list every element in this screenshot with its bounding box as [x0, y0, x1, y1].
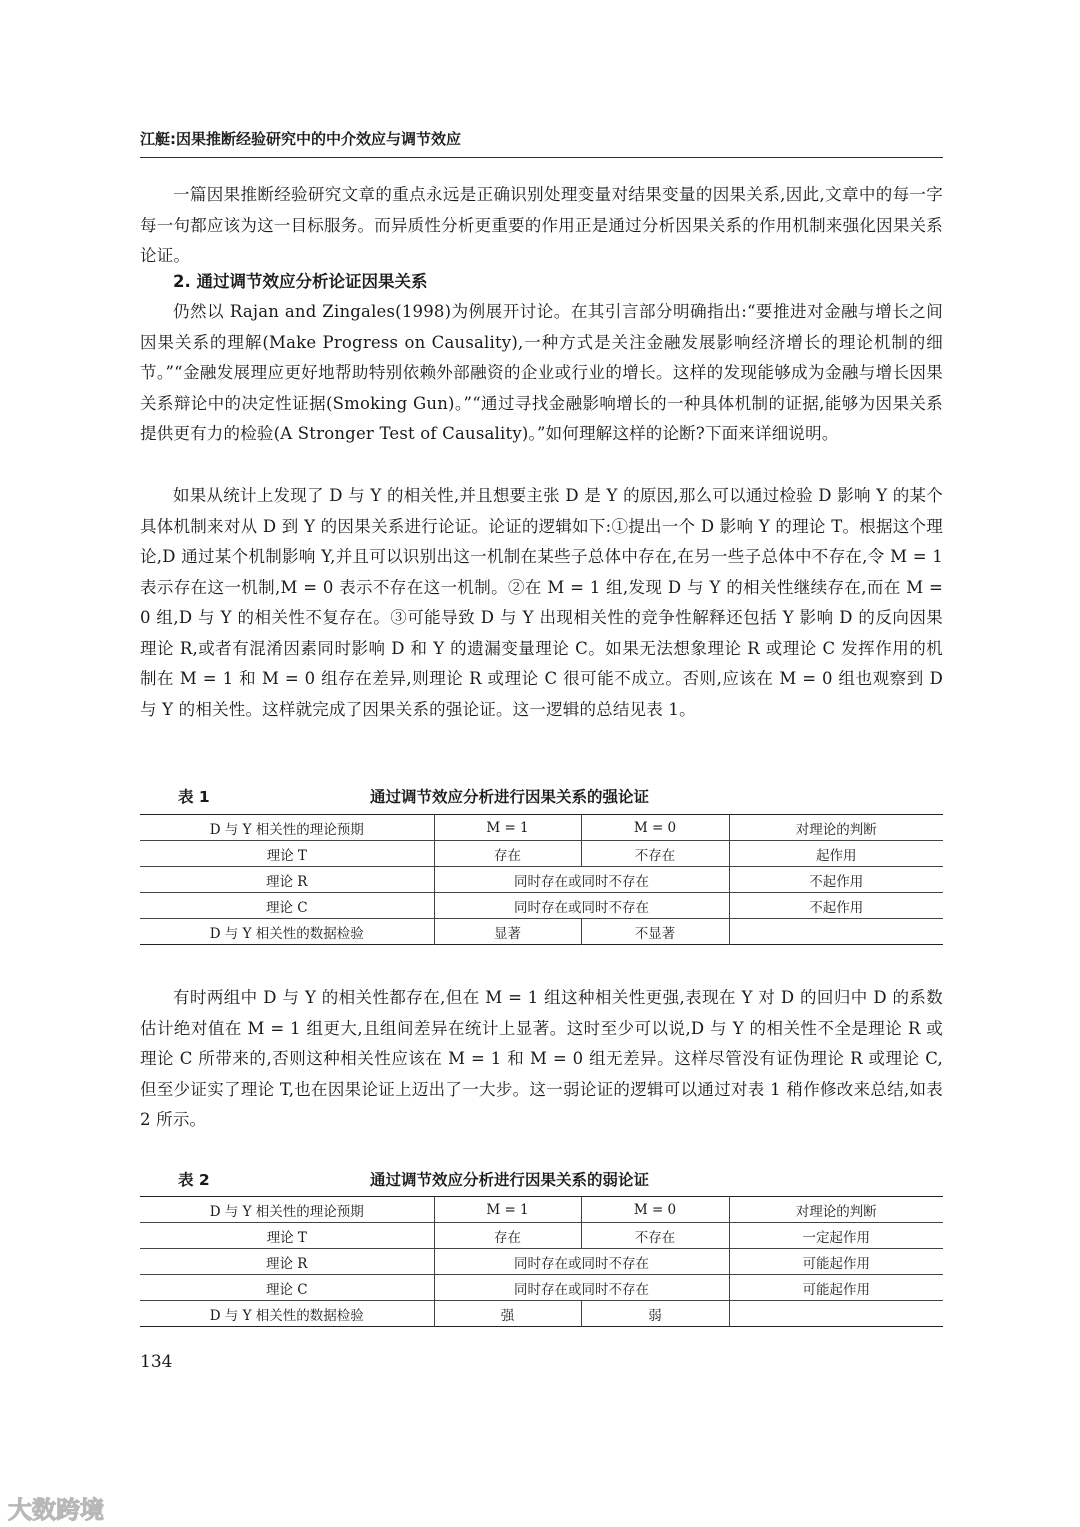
watermark-logo: 大数跨境	[8, 1496, 104, 1524]
table-cell: 同时存在或同时不存在	[434, 1249, 729, 1275]
table-cell: 一定起作用	[729, 1223, 943, 1249]
paragraph-4: 有时两组中 D 与 Y 的相关性都存在,但在 M = 1 组这种相关性更强,表现在 Y 对 D 的回归中 D 的系数估计绝对值在 M = 1 组更大,且组间差异在统计上显著。这时至少可以说,D 与 Y 的相关性不全是理论 R 或理论 C 所带来的,否则这种相关性应该在 M = 1 和 M = 0 组无差异。这样尽管没有证伪理论 R 或理论 C,但至少证实了理论 T,也在因果论证上迈出了一大步。这一弱论证的逻辑可以通过对表 1 稍作修改来总结,如表 2 所示。	[140, 988, 943, 1129]
table-cell: 同时存在或同时不存在	[434, 867, 729, 893]
table-cell	[729, 919, 943, 945]
table-header-cell: D 与 Y 相关性的理论预期	[140, 815, 434, 841]
table-cell: 强	[434, 1301, 581, 1327]
table-cell: 不存在	[581, 841, 729, 867]
table-header-cell: 对理论的判断	[729, 815, 943, 841]
table-cell: 理论 R	[140, 867, 434, 893]
table-1	[140, 814, 943, 945]
table-row	[140, 867, 943, 893]
table-cell: 弱	[581, 1301, 729, 1327]
table-row	[140, 1197, 943, 1223]
table-cell: D 与 Y 相关性的数据检验	[140, 919, 434, 945]
table-header-cell: M = 0	[581, 1197, 729, 1223]
paragraph-1: 一篇因果推断经验研究文章的重点永远是正确识别处理变量对结果变量的因果关系,因此,文章中的每一字每一句都应该为这一目标服务。而异质性分析更重要的作用正是通过分析因果关系的作用机制来强化因果关系论证。	[140, 185, 943, 265]
table-cell: 理论 R	[140, 1249, 434, 1275]
table-cell	[729, 1301, 943, 1327]
table-cell: 起作用	[729, 841, 943, 867]
table-cell: 理论 C	[140, 893, 434, 919]
table-cell: 同时存在或同时不存在	[434, 893, 729, 919]
table-cell: 可能起作用	[729, 1275, 943, 1301]
table-row	[140, 815, 943, 841]
table-header-cell: D 与 Y 相关性的理论预期	[140, 1197, 434, 1223]
table-1-title: 通过调节效应分析进行因果关系的强论证	[370, 788, 650, 806]
table-cell: D 与 Y 相关性的数据检验	[140, 1301, 434, 1327]
table-header-cell: 对理论的判断	[729, 1197, 943, 1223]
table-row	[140, 1249, 943, 1275]
table-2	[140, 1196, 943, 1327]
table-cell: 理论 C	[140, 1275, 434, 1301]
table-cell: 不显著	[581, 919, 729, 945]
table-header-cell: M = 0	[581, 815, 729, 841]
table-2-title: 通过调节效应分析进行因果关系的弱论证	[370, 1171, 650, 1189]
table-row	[140, 1275, 943, 1301]
section-title: 2. 通过调节效应分析论证因果关系	[173, 272, 428, 291]
table-1-label: 表 1	[178, 788, 210, 806]
paragraph-2: 仍然以 Rajan and Zingales(1998)为例展开讨论。在其引言部分明确指出:“要推进对金融与增长之间因果关系的理解(Make Progress on Causality),一种方式是关注金融发展影响经济增长的理论机制的细节。”“金融发展理应更好地帮助特别依赖外部融资的企业或行业的增长。这样的发现能够成为金融与增长因果关系辩论中的决定性证据(Smoking Gun)。”“通过寻找金融影响增长的一种具体机制的证据,能够为因果关系提供更有力的检验(A Stronger Test of Causality)。”如何理解这样的论断?下面来详细说明。	[140, 302, 943, 443]
page-number: 134	[140, 1352, 173, 1372]
table-row	[140, 893, 943, 919]
table-cell: 可能起作用	[729, 1249, 943, 1275]
table-cell: 不存在	[581, 1223, 729, 1249]
table-row	[140, 919, 943, 945]
paragraph-3: 如果从统计上发现了 D 与 Y 的相关性,并且想要主张 D 是 Y 的原因,那么可以通过检验 D 影响 Y 的某个具体机制来对从 D 到 Y 的因果关系进行论证。论证的逻辑如下:①提出一个 D 影响 Y 的理论 T。根据这个理论,D 通过某个机制影响 Y,并且可以识别出这一机制在某些子总体中存在,在另一些子总体中不存在,令 M = 1 表示存在这一机制,M = 0 表示不存在这一机制。②在 M = 1 组,发现 D 与 Y 的相关性继续存在,而在 M = 0 组,D 与 Y 的相关性不复存在。③可能导致 D 与 Y 出现相关性的竞争性解释还包括 Y 影响 D 的反向因果理论 R,或者有混淆因素同时影响 D 和 Y 的遗漏变量理论 C。如果无法想象理论 R 或理论 C 发挥作用的机制在 M = 1 和 M = 0 组存在差异,则理论 R 或理论 C 很可能不成立。否则,应该在 M = 0 组也观察到 D 与 Y 的相关性。这样就完成了因果关系的强论证。这一逻辑的总结见表 1。	[140, 486, 943, 719]
running-header: 江艇:因果推断经验研究中的中介效应与调节效应	[140, 128, 943, 158]
table-row	[140, 1223, 943, 1249]
table-cell: 同时存在或同时不存在	[434, 1275, 729, 1301]
table-cell: 理论 T	[140, 1223, 434, 1249]
table-row	[140, 841, 943, 867]
table-header-cell: M = 1	[434, 815, 581, 841]
table-2-label: 表 2	[178, 1171, 210, 1189]
table-header-cell: M = 1	[434, 1197, 581, 1223]
table-cell: 存在	[434, 841, 581, 867]
table-cell: 不起作用	[729, 893, 943, 919]
table-cell: 理论 T	[140, 841, 434, 867]
table-cell: 显著	[434, 919, 581, 945]
table-cell: 存在	[434, 1223, 581, 1249]
table-row	[140, 1301, 943, 1327]
table-cell: 不起作用	[729, 867, 943, 893]
